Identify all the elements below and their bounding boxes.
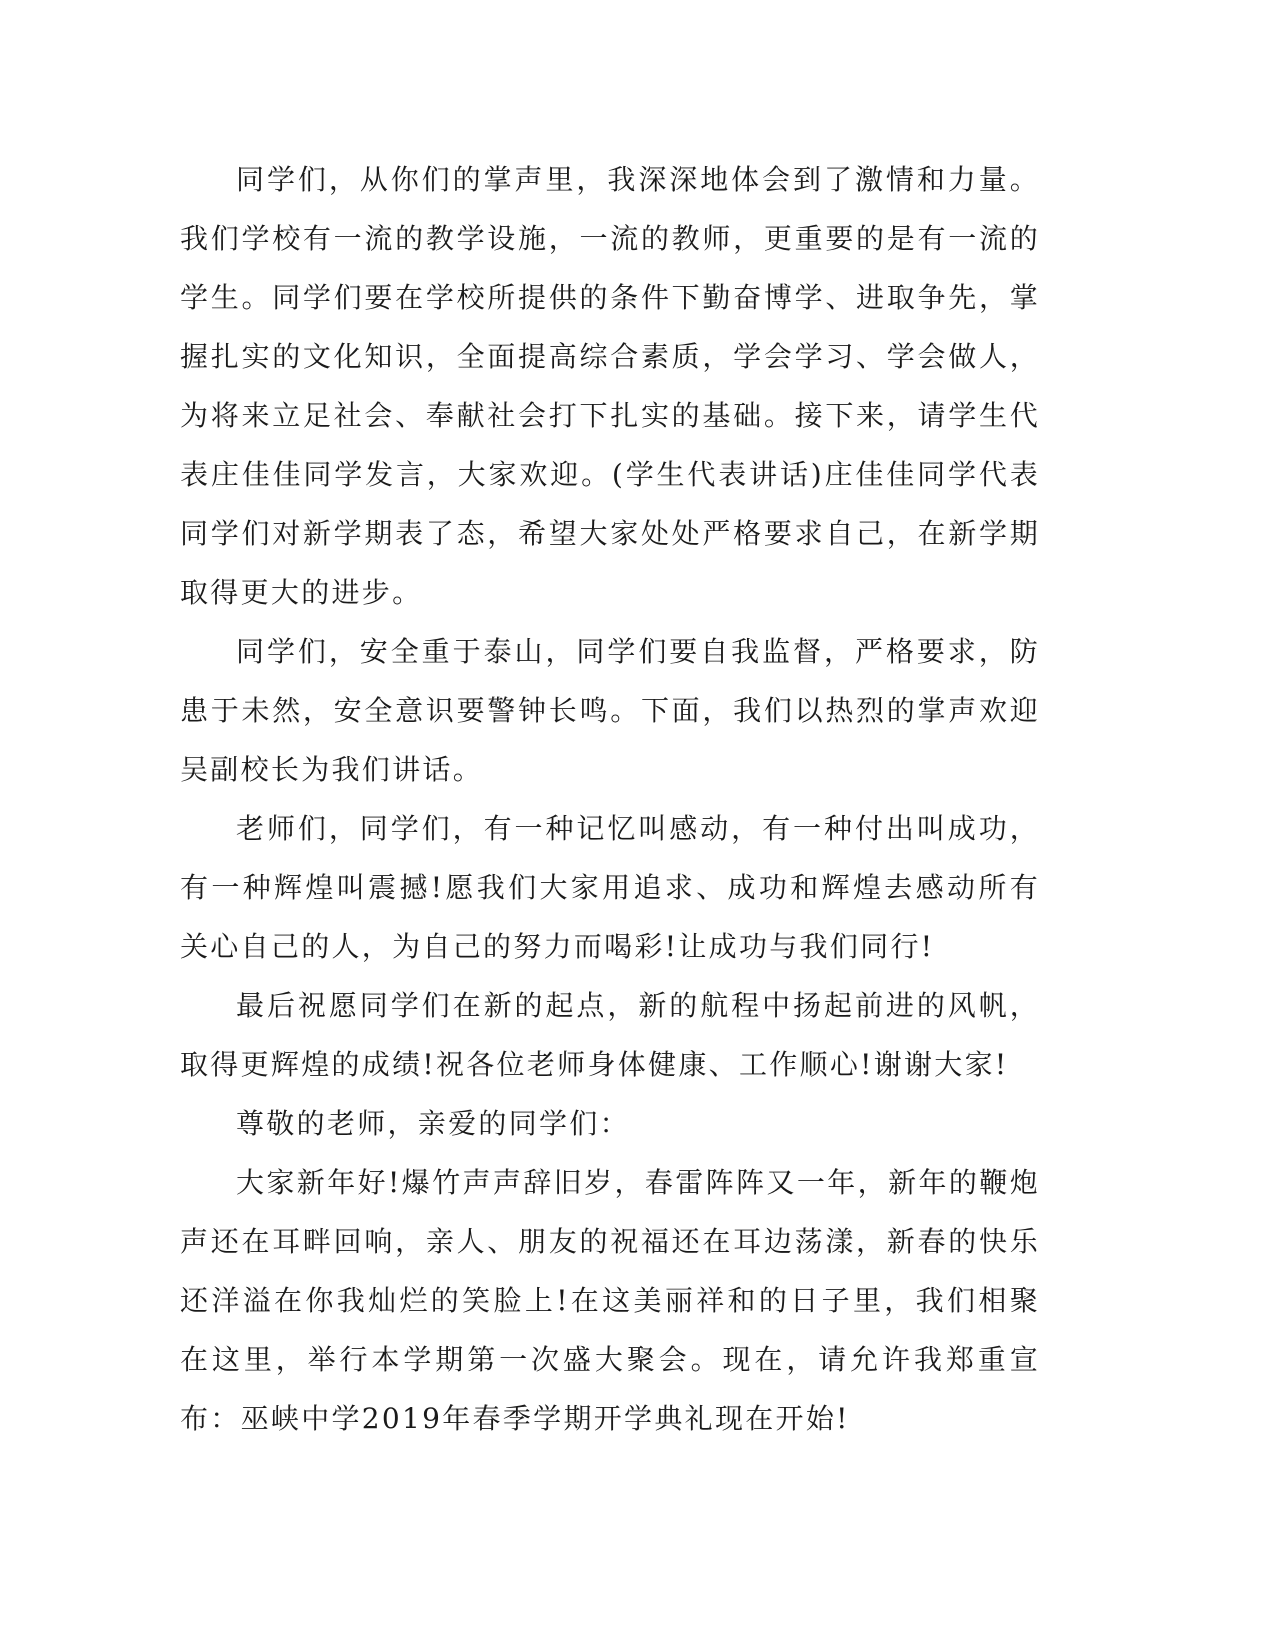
paragraph-6: 大家新年好!爆竹声声辞旧岁，春雷阵阵又一年，新年的鞭炮声还在耳畔回响，亲人、朋友的祝福还在耳边荡漾，新春的快乐还洋溢在你我灿烂的笑脸上!在这美丽祥和的日子里，我们相聚在这里，举行本学期第一次盛大聚会。现在，请允许我郑重宣布：巫峡中学2019年春季学期开学典礼现在开始! [180, 1166, 1040, 1435]
document-body [180, 150, 1040, 1448]
paragraph-3: 老师们，同学们，有一种记忆叫感动，有一种付出叫成功，有一种辉煌叫震撼!愿我们大家用追求、成功和辉煌去感动所有关心自己的人，为自己的努力而喝彩!让成功与我们同行! [180, 812, 1040, 963]
paragraph-4: 最后祝愿同学们在新的起点，新的航程中扬起前进的风帆，取得更辉煌的成绩!祝各位老师身体健康、工作顺心!谢谢大家! [180, 989, 1040, 1081]
paragraph-1: 同学们，从你们的掌声里，我深深地体会到了激情和力量。我们学校有一流的教学设施，一流的教师，更重要的是有一流的学生。同学们要在学校所提供的条件下勤奋博学、进取争先，掌握扎实的文化知识，全面提高综合素质，学会学习、学会做人，为将来立足社会、奉献社会打下扎实的基础。接下来，请学生代表庄佳佳同学发言，大家欢迎。(学生代表讲话)庄佳佳同学代表同学们对新学期表了态，希望大家处处严格要求自己，在新学期取得更大的进步。 [180, 163, 1040, 609]
salutation: 尊敬的老师，亲爱的同学们： [236, 1107, 630, 1140]
paragraph-2: 同学们，安全重于泰山，同学们要自我监督，严格要求，防患于未然，安全意识要警钟长鸣。下面，我们以热烈的掌声欢迎吴副校长为我们讲话。 [180, 635, 1040, 786]
